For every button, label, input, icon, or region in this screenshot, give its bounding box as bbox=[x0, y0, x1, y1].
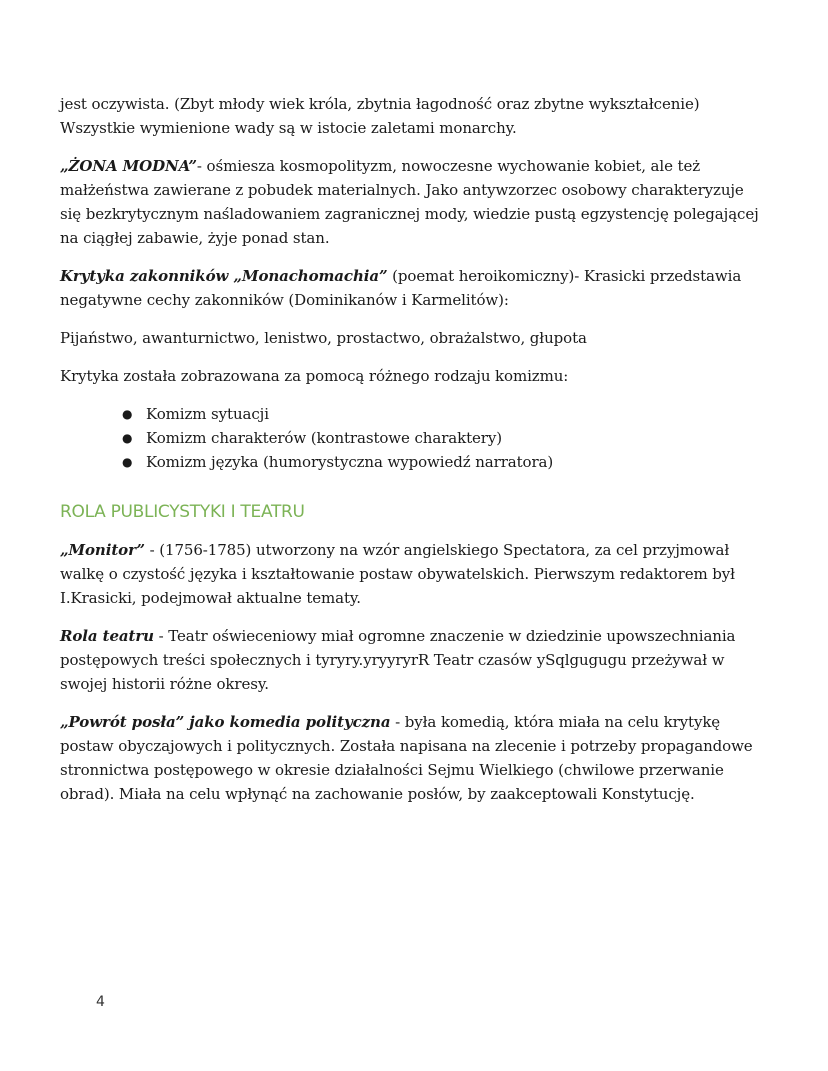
list-item-text: Komizm języka (humorystyczna wypowiedź narratora) bbox=[146, 453, 554, 471]
teatr-paragraph bbox=[60, 624, 760, 696]
wady-paragraph bbox=[60, 326, 760, 350]
intro-text: jest oczywista. (Zbyt młody wiek króla, zbytnia łagodność oraz zbytne wykształcenie) Wszystkie wymienione wady są w istocie zaletami monarchy. bbox=[60, 95, 700, 137]
monitor-text: - (1756-1785) utworzony na wzór angielskiego Spectatora, za cel przyjmował walkę o czystość języka i kształtowanie postaw obywatelskich. Pierwszym redaktorem był I.Krasicki, podejmował aktualne tematy. bbox=[60, 541, 735, 607]
monitor-title: „Monitor” bbox=[60, 541, 145, 559]
komizm-list bbox=[60, 402, 760, 474]
list-item-text: Komizm charakterów (kontrastowe charaktery) bbox=[146, 429, 502, 447]
document-page bbox=[60, 92, 760, 820]
zona-modna-title: „ŻONA MODNA” bbox=[60, 157, 197, 175]
list-item bbox=[122, 426, 760, 450]
komizm-intro-paragraph bbox=[60, 364, 760, 388]
teatr-title: Rola teatru bbox=[60, 627, 154, 645]
list-item bbox=[122, 450, 760, 474]
bullet-icon: ● bbox=[122, 455, 133, 469]
monachomachia-title: Krytyka zakonników „Monachomachia” bbox=[60, 267, 388, 285]
zona-modna-paragraph bbox=[60, 154, 760, 250]
powrot-posla-title: „Powrót posła” jako komedia polityczna bbox=[60, 713, 391, 731]
section-heading: ROLA PUBLICYSTYKI I TEATRU bbox=[60, 502, 305, 522]
monitor-paragraph bbox=[60, 538, 760, 610]
bullet-icon: ● bbox=[122, 407, 133, 421]
page-number: 4 bbox=[96, 994, 105, 1010]
monachomachia-text: (poemat heroikomiczny)- Krasicki przedstawia negatywne cechy zakonników (Dominikanów i Karmelitów): bbox=[60, 267, 742, 309]
intro-paragraph bbox=[60, 92, 760, 140]
teatr-text: - Teatr oświeceniowy miał ogromne znaczenie w dziedzinie upowszechniania postępowych treści społecznych i tyryry.yryyryrR Teatr czasów ySqlgugugu przeżywał w swojej historii różne okresy. bbox=[60, 627, 736, 693]
monachomachia-paragraph bbox=[60, 264, 760, 312]
bullet-icon: ● bbox=[122, 431, 133, 445]
wady-text: Pijaństwo, awanturnictwo, lenistwo, prostactwo, obrażalstwo, głupota bbox=[60, 329, 587, 347]
powrot-posla-paragraph bbox=[60, 710, 760, 806]
list-item bbox=[122, 402, 760, 426]
list-item-text: Komizm sytuacji bbox=[146, 405, 269, 423]
komizm-intro-text: Krytyka została zobrazowana za pomocą różnego rodzaju komizmu: bbox=[60, 367, 569, 385]
zona-modna-text: - ośmiesza kosmopolityzm, nowoczesne wychowanie kobiet, ale też małżeństwa zawierane z pobudek materialnych. Jako antywzorzec osobowy charakteryzuje się bezkrytycznym naśladowaniem zagranicznej mody, wiedzie pustą egzystencję polegającej na ciągłej zabawie, żyje ponad stan. bbox=[60, 157, 759, 247]
powrot-posla-text: - była komedią, która miała na celu krytykę postaw obyczajowych i politycznych. Została napisana na zlecenie i potrzeby propagandowe stronnictwa postępowego w okresie działalności Sejmu Wielkiego (chwilowe przerwanie obrad). Miała na celu wpłynąć na zachowanie posłów, by zaakceptowali Konstytucję. bbox=[60, 713, 753, 803]
